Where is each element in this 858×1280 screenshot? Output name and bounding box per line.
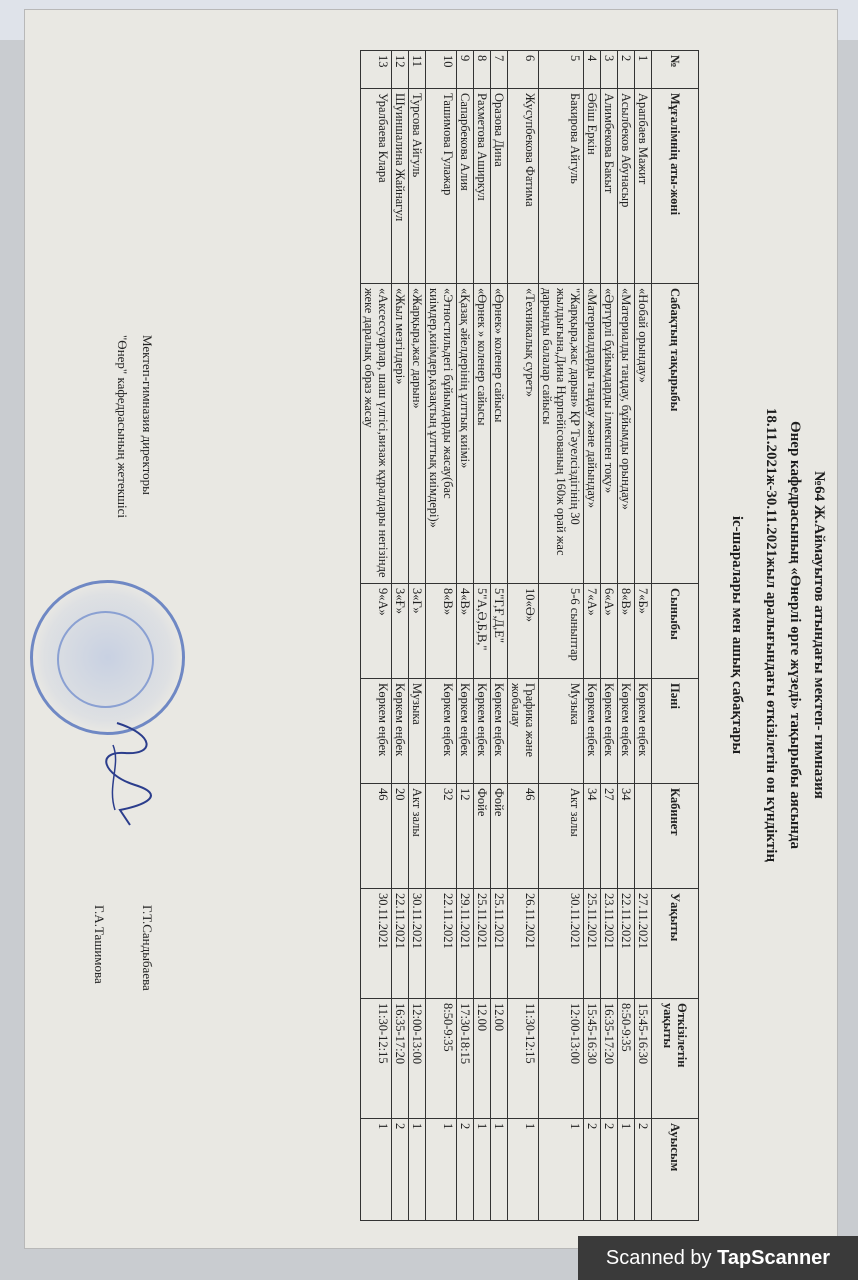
table-cell: Графика және жобалау [508,679,539,784]
table-cell: 29.11.2021 [457,889,474,999]
table-cell: Арапбаев Мажит [635,89,652,284]
table-cell: 8 [474,51,491,89]
table-cell [635,784,652,889]
table-row [635,51,652,1221]
column-header: Өткізілетін уақыты [652,999,699,1119]
table-cell: 2 [584,1119,601,1221]
table-header-row [652,51,699,1221]
table-cell: Акт залы [409,784,426,889]
table-cell: 20 [392,784,409,889]
table-cell: 1 [491,1119,508,1221]
table-cell: Рахметова Аширкул [474,89,491,284]
table-cell: 8«В» [618,584,635,679]
column-header: Пәні [652,679,699,784]
table-row [539,51,584,1221]
table-cell: 34 [584,784,601,889]
table-cell: Көркем еңбек [584,679,601,784]
table-cell: 11:30-12:15 [361,999,392,1119]
table-row [491,51,508,1221]
table-cell: 5-6 сыныптар [539,584,584,679]
header-line-2: Өнер кафедрасының «Өнерлі өрге жүзеді» тақырыбы аясында [787,421,803,849]
table-cell: «Нобай орындау» [635,284,652,584]
table-cell: 12.00 [491,999,508,1119]
table-cell: Асылбеков Абунасыр [618,89,635,284]
table-cell: «Аксессуарлар, шаш үлгісі,визаж құралдары негізінде жеке даралық образ жасау [361,284,392,584]
table-cell: Көркем еңбек [474,679,491,784]
table-cell: «Жарқыра,жас дарын» [409,284,426,584]
table-cell: 13 [361,51,392,89]
table-cell: 1 [618,1119,635,1221]
table-cell: 22.11.2021 [618,889,635,999]
table-cell: 15:45-16:30 [584,999,601,1119]
table-cell: 15:45-16:30 [635,999,652,1119]
table-cell: 5"Г,Ғ,Д,Е" [491,584,508,679]
table-cell: 1 [539,1119,584,1221]
table-cell: 10 [426,51,457,89]
table-cell: Көркем еңбек [426,679,457,784]
table-cell: Музыка [539,679,584,784]
table-cell: Бакирова Айгуль [539,89,584,284]
table-cell: «Әртүрлі бұйымдарды ілмекпен тоқу» [601,284,618,584]
table-cell: 4«В» [457,584,474,679]
table-cell: 25.11.2021 [491,889,508,999]
table-cell: 17:30-18:15 [457,999,474,1119]
table-cell: 16:35-17:20 [392,999,409,1119]
table-cell: 12 [392,51,409,89]
column-header: Уақыты [652,889,699,999]
table-row [618,51,635,1221]
table-cell: 11 [409,51,426,89]
table-cell: 2 [601,1119,618,1221]
department-head-label: "Өнер" кафедрасының жетекшісі [115,335,130,519]
table-body [361,51,652,1221]
table-cell: Шуиншалина Жайнагул [392,89,409,284]
table-row [361,51,392,1221]
table-row [508,51,539,1221]
table-cell: Көркем еңбек [457,679,474,784]
table-row [409,51,426,1221]
table-cell: 2 [457,1119,474,1221]
table-cell: «Өрнек » коленер сайысы [474,284,491,584]
table-cell: 5"А,Ә,Б,В," [474,584,491,679]
table-cell: 25.11.2021 [584,889,601,999]
table-cell: 3«Г» [409,584,426,679]
column-header: № [652,51,699,89]
table-cell: Көркем еңбек [392,679,409,784]
table-cell: 12:00-13:00 [409,999,426,1119]
table-cell: 1 [426,1119,457,1221]
table-cell: 8:50-9:35 [426,999,457,1119]
handwritten-signature [95,715,165,835]
official-stamp [30,580,185,735]
table-cell: «Өрнек» коленер сайысы [491,284,508,584]
table-cell: 9 [457,51,474,89]
column-header: Ауысым [652,1119,699,1221]
table-cell: 27.11.2021 [635,889,652,999]
table-cell: Сапарбекова Алия [457,89,474,284]
table-cell: «Қазақ әйелдерінің ұлттық киімі» [457,284,474,584]
header-line-1: №64 Ж.Аймауытов атындағы мектеп- гимназия [811,471,827,799]
table-cell: Уралбаева Клара [361,89,392,284]
director-name: Г.Т.Сандыбаева [140,905,155,991]
table-cell: 11:30-12:15 [508,999,539,1119]
table-cell: 6«А» [601,584,618,679]
table-cell: Фойе [491,784,508,889]
table-cell: Көркем еңбек [601,679,618,784]
table-cell: 30.11.2021 [409,889,426,999]
table-cell: 25.11.2021 [474,889,491,999]
column-header: Мұғалімнің аты-жөні [652,89,699,284]
table-cell: 4 [584,51,601,89]
table-cell: 32 [426,784,457,889]
table-cell: Алимбекова Бакыт [601,89,618,284]
table-cell: 22.11.2021 [426,889,457,999]
table-cell: 34 [618,784,635,889]
scanner-watermark [578,1236,858,1280]
table-cell: 5 [539,51,584,89]
table-cell: 8:50-9:35 [618,999,635,1119]
table-row [457,51,474,1221]
schedule-table [360,50,699,1221]
table-cell: 12.00 [474,999,491,1119]
table-cell: 2 [392,1119,409,1221]
department-head-name: Г.А.Ташимова [92,905,107,984]
table-cell: 1 [409,1119,426,1221]
table-row [584,51,601,1221]
table-cell: 6 [508,51,539,89]
table-cell: 7«А» [584,584,601,679]
table-cell: 10«Ә» [508,584,539,679]
table-cell: 3«Ғ» [392,584,409,679]
table-row [392,51,409,1221]
table-cell: 2 [635,1119,652,1221]
table-cell: 12:00-13:00 [539,999,584,1119]
tapscanner-text: TapScanner [717,1247,831,1269]
column-header: Сыныбы [652,584,699,679]
document-header [725,25,835,1245]
table-row [474,51,491,1221]
table-cell: 1 [361,1119,392,1221]
table-cell: 46 [508,784,539,889]
table-row [601,51,618,1221]
table-cell: «Этностильдегі бұйымдарды жасау(бас киімдер,киімдер,қазақтың ұлттық киімдері)» [426,284,457,584]
table-cell: 30.11.2021 [361,889,392,999]
table-cell: Әбіш Еркін [584,89,601,284]
table-cell: 27 [601,784,618,889]
table-cell: «Материалдарды таңдау және дайындау» [584,284,601,584]
table-cell: 1 [474,1119,491,1221]
header-line-3: 18.11.2021ж-30.11.2021жыл аралығындағы өткізілетін он күндіктің [763,407,779,863]
table-cell: 1 [508,1119,539,1221]
table-cell: 9«А» [361,584,392,679]
table-cell: 22.11.2021 [392,889,409,999]
table-cell: Турсова Айгуль [409,89,426,284]
header-line-4: іс-шаралары мен ашық сабақтары [729,515,745,755]
table-cell: «Жыл мезгілдері» [392,284,409,584]
rotated-document [35,25,835,1245]
table-cell: "Жарқыра,жас дарын» ҚР Тәуелсіздігінің 30 жылдығына,Дина Нұрпейісованың 160ж орай жас дарынды балалар сайысы [539,284,584,584]
table-cell: Жусупбекова Фатима [508,89,539,284]
table-cell: 30.11.2021 [539,889,584,999]
table-cell: 3 [601,51,618,89]
table-cell: Фойе [474,784,491,889]
table-cell: 26.11.2021 [508,889,539,999]
table-cell: Акт залы [539,784,584,889]
table-cell: 8«В» [426,584,457,679]
table-cell: 2 [618,51,635,89]
table-row [426,51,457,1221]
column-header: Кабинет [652,784,699,889]
table-cell: 12 [457,784,474,889]
director-label: Мектеп-гимназия директоры [140,335,155,495]
table-cell: Көркем еңбек [618,679,635,784]
table-cell: Көркем еңбек [635,679,652,784]
table-cell: 1 [635,51,652,89]
table-cell: Көркем еңбек [491,679,508,784]
table-cell: «Техникалық сурет» [508,284,539,584]
table-cell: 7«Б» [635,584,652,679]
table-cell: 16:35-17:20 [601,999,618,1119]
table-cell: «Материалды таңдау, бұйымды орындау» [618,284,635,584]
table-cell: Музыка [409,679,426,784]
table-cell: 7 [491,51,508,89]
column-header: Сабақтың тақырыбы [652,284,699,584]
table-cell: Ташимова Гулажар [426,89,457,284]
table-cell: 23.11.2021 [601,889,618,999]
table-cell: 46 [361,784,392,889]
scanned-by-text: Scanned by [605,1247,718,1269]
table-cell: Көркем еңбек [361,679,392,784]
table-cell: Оразова Дина [491,89,508,284]
